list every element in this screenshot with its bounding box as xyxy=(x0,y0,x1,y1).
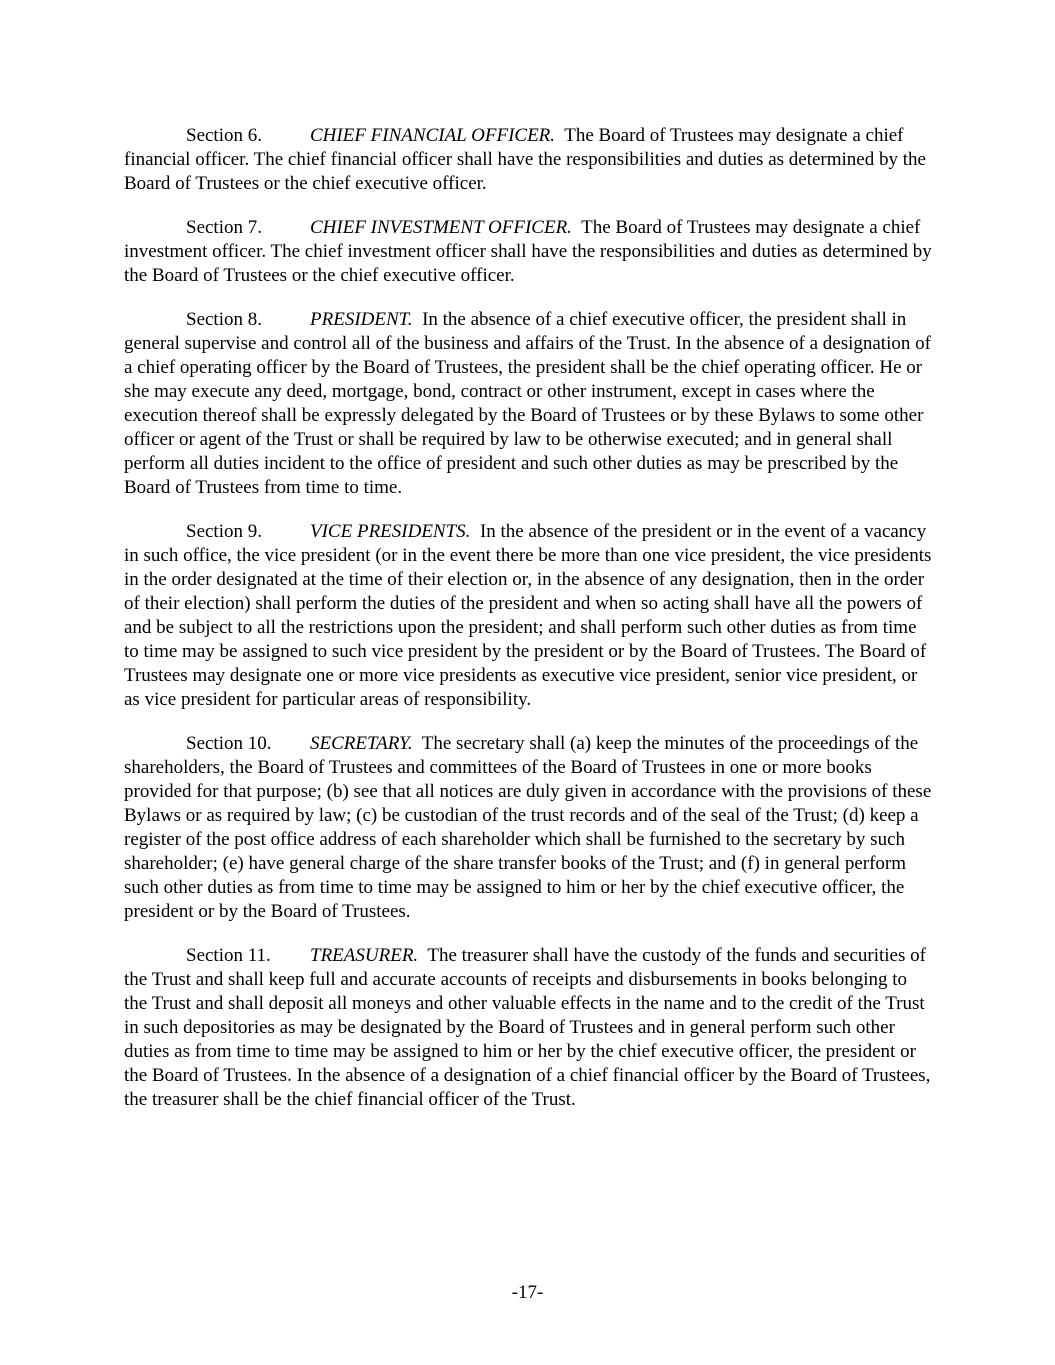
page-number: -17- xyxy=(511,1282,544,1303)
section-number: Section 8. xyxy=(186,309,262,330)
section-9 xyxy=(124,520,932,712)
section-8 xyxy=(124,308,932,500)
section-number: Section 6. xyxy=(186,125,262,146)
section-7 xyxy=(124,216,932,288)
section-title: SECRETARY. xyxy=(310,733,413,754)
section-title: CHIEF INVESTMENT OFFICER. xyxy=(310,217,572,238)
section-body: In the absence of the president or in the event of a vacancy in such office, the vice president (or in the event there be more than one vice president, the vice presidents in the order designated at the time of their election or, in the absence of any designation, then in the order of their election) shall perform the duties of the president and when so acting shall have all the powers of and be subject to all the restrictions upon the president; and shall perform such other duties as from time to time may be assigned to such vice president by the president or by the Board of Trustees. The Board of Trustees may designate one or more vice presidents as executive vice president, senior vice president, or as vice president for particular areas of responsibility. xyxy=(124,521,932,710)
section-number: Section 11. xyxy=(186,945,271,966)
section-title: PRESIDENT. xyxy=(310,309,413,330)
section-body: In the absence of a chief executive officer, the president shall in general supervise and control all of the business and affairs of the Trust. In the absence of a designation of a chief operating officer by the Board of Trustees, the president shall be the chief operating officer. He or she may execute any deed, mortgage, bond, contract or other instrument, except in cases where the execution thereof shall be expressly delegated by the Board of Trustees or by these Bylaws to some other officer or agent of the Trust or shall be required by law to be otherwise executed; and in general shall perform all duties incident to the office of president and such other duties as may be prescribed by the Board of Trustees from time to time. xyxy=(124,309,931,498)
section-title: VICE PRESIDENTS. xyxy=(310,521,471,542)
section-body: The secretary shall (a) keep the minutes of the proceedings of the shareholders, the Board of Trustees and committees of the Board of Trustees in one or more books provided for that purpose; (b) see that all notices are duly given in accordance with the provisions of these Bylaws or as required by law; (c) be custodian of the trust records and of the seal of the Trust; (d) keep a register of the post office address of each shareholder which shall be furnished to the secretary by such shareholder; (e) have general charge of the share transfer books of the Trust; and (f) in general perform such other duties as from time to time may be assigned to him or her by the chief executive officer, the president or by the Board of Trustees. xyxy=(124,733,932,922)
section-number: Section 9. xyxy=(186,521,262,542)
section-number: Section 7. xyxy=(186,217,262,238)
section-body: The Board of Trustees may designate a chief investment officer. The chief investment officer shall have the responsibilities and duties as determined by the Board of Trustees or the chief executive officer. xyxy=(124,217,932,286)
section-body: The Board of Trustees may designate a chief financial officer. The chief financial officer shall have the responsibilities and duties as determined by the Board of Trustees or the chief executive officer. xyxy=(124,125,926,194)
section-10 xyxy=(124,732,932,924)
section-6 xyxy=(124,124,932,196)
section-body: The treasurer shall have the custody of the funds and securities of the Trust and shall keep full and accurate accounts of receipts and disbursements in books belonging to the Trust and shall deposit all moneys and other valuable effects in the name and to the credit of the Trust in such depositories as may be designated by the Board of Trustees and in general perform such other duties as from time to time may be assigned to him or her by the chief executive officer, the president or the Board of Trustees. In the absence of a designation of a chief financial officer by the Board of Trustees, the treasurer shall be the chief financial officer of the Trust. xyxy=(124,945,931,1110)
section-title: TREASURER. xyxy=(310,945,419,966)
section-title: CHIEF FINANCIAL OFFICER. xyxy=(310,125,556,146)
section-11 xyxy=(124,944,932,1112)
section-number: Section 10. xyxy=(186,733,272,754)
document-page xyxy=(124,124,932,1132)
